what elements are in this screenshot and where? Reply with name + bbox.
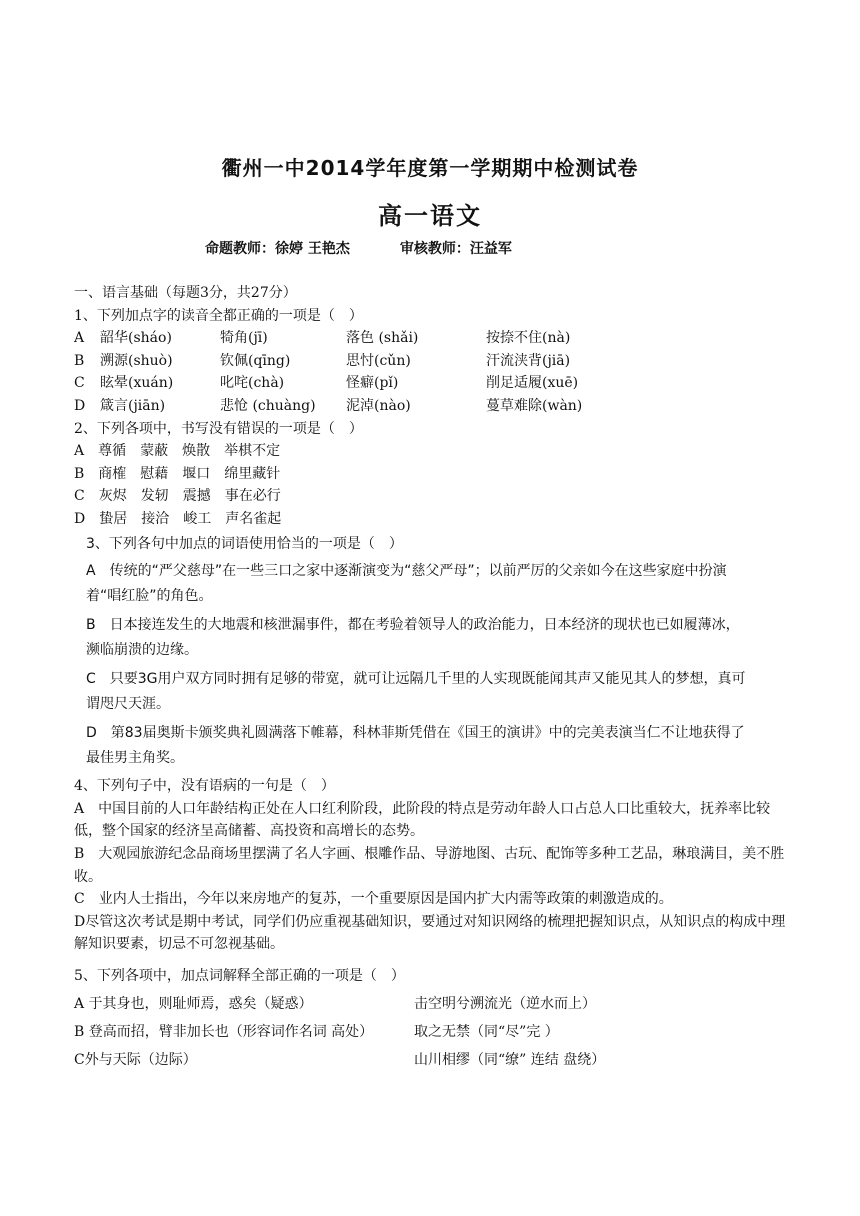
question-3-option-c xyxy=(74,667,794,717)
reviewer-label: 审核教师：汪益军 xyxy=(399,241,512,257)
question-2-option-b: B 商榷 慰藉 堰口 绵里藏针 xyxy=(74,465,281,482)
question-5-option-c xyxy=(74,1046,794,1074)
option-right: 山川相缪（同“缭” 连结 盘绕） xyxy=(414,1051,606,1068)
question-3 xyxy=(74,533,794,772)
option-item: 思忖(cǔn) xyxy=(346,352,411,369)
question-1-option-d xyxy=(74,395,794,418)
question-2-option-d: D 蛰居 接洽 峻工 声名雀起 xyxy=(74,510,282,527)
option-label: B xyxy=(74,352,85,369)
question-4-option-a: A 中国目前的人口年龄结构正处在人口红利阶段，此阶段的特点是劳动年龄人口占总人口比重较大，抚养率比较低，整个国家的经济呈高储蓄、高投资和高增长的态势。 xyxy=(74,800,771,840)
option-line: 濒临崩溃的边缘。 xyxy=(86,642,198,659)
exam-title: 衢州一中2014学年度第一学期期中检测试卷 xyxy=(221,156,639,180)
option-item: 怪癖(pǐ) xyxy=(346,375,399,392)
option-left: B 登高而招，臂非加长也（形容词作名词 高处） xyxy=(74,1023,374,1040)
question-4-option-b: B 大观园旅游纪念品商场里摆满了名人字画、根雕作品、导游地图、古玩、配饰等多种工艺品，琳琅满目，美不胜收。 xyxy=(74,845,785,885)
option-label: C xyxy=(74,375,85,392)
question-4-option-d: D尽管这次考试是期中考试，同学们仍应重视基础知识，要通过对知识网络的梳理把握知识点，从知识点的构成中理解知识要素，切忌不可忽视基础。 xyxy=(74,913,786,953)
question-3-stem: 3、下列各句中加点的词语使用恰当的一项是（ ） xyxy=(86,535,403,552)
option-item: 韶华(sháo) xyxy=(100,330,172,347)
question-4-stem: 4、下列句子中，没有语病的一句是（ ） xyxy=(74,778,335,795)
option-line: B 日本接连发生的大地震和核泄漏事件，都在考验着领导人的政治能力，日本经济的现状也已如履薄冰， xyxy=(86,617,740,634)
question-5-stem: 5、下列各项中，加点词解释全部正确的一项是（ ） xyxy=(74,967,405,984)
question-4-option-c: C 业内人士指出，今年以来房地产的复苏，一个重要原因是国内扩大内需等政策的刺激造成的。 xyxy=(74,891,673,908)
question-1-option-a xyxy=(74,327,794,350)
question-1-option-c xyxy=(74,372,794,395)
staff-line xyxy=(205,238,512,258)
exam-content xyxy=(74,282,794,1074)
option-item: 悲怆 (chuàng) xyxy=(220,397,316,414)
option-right: 击空明兮溯流光（逆水而上） xyxy=(414,995,596,1012)
option-item: 落色 (shǎi) xyxy=(346,330,419,347)
question-1-stem: 1、下列加点字的读音全都正确的一项是（ ） xyxy=(74,307,363,324)
option-item: 溯源(shuò) xyxy=(100,352,173,369)
option-item: 削足适履(xuē) xyxy=(486,375,579,392)
question-3-option-b xyxy=(74,613,794,663)
section-heading: 一、语言基础（每题3分，共27分） xyxy=(74,285,297,301)
exam-subtitle: 高一语文 xyxy=(378,202,482,230)
option-line: D 第83届奥斯卡颁奖典礼圆满落下帷幕，科林菲斯凭借在《国王的演讲》中的完美表演当仁不让地获得了 xyxy=(86,725,745,742)
option-line: 谓咫尺天涯。 xyxy=(86,696,170,713)
option-line: A 传统的“严父慈母”在一些三口之家中逐渐演变为“慈父严母”；以前严厉的父亲如今在这些家庭中扮演 xyxy=(86,563,727,580)
option-item: 犄角(jī) xyxy=(220,330,268,347)
option-line: 最佳男主角奖。 xyxy=(86,750,184,767)
option-item: 按捺不住(nà) xyxy=(486,330,571,347)
option-label: D xyxy=(74,397,86,414)
question-2-stem: 2、下列各项中，书写没有错误的一项是（ ） xyxy=(74,420,363,437)
question-5-option-a xyxy=(74,990,794,1018)
option-item: 眩晕(xuán) xyxy=(100,375,174,392)
option-item: 汗流浃背(jiā) xyxy=(486,352,571,369)
question-3-option-a xyxy=(74,559,794,609)
option-item: 叱咤(chà) xyxy=(220,375,285,392)
question-3-option-d xyxy=(74,721,794,771)
question-5 xyxy=(74,962,794,1074)
question-1-option-b xyxy=(74,350,794,373)
option-label: A xyxy=(74,330,85,347)
question-5-option-b xyxy=(74,1018,794,1046)
option-line: C 只要3G用户双方同时拥有足够的带宽，就可让远隔几千里的人实现既能闻其声又能见其人的梦想，真可 xyxy=(86,671,746,688)
author-label: 命题教师：徐婷 王艳杰 xyxy=(205,241,350,257)
question-4 xyxy=(74,775,794,956)
option-left: C外与天际（边际） xyxy=(74,1051,197,1068)
option-item: 泥淖(nào) xyxy=(346,397,411,414)
option-item: 钦佩(qīng) xyxy=(220,352,291,369)
question-2-option-c: C 灰烬 发轫 震撼 事在必行 xyxy=(74,488,281,505)
question-2-option-a: A 尊循 蒙蔽 焕散 举棋不定 xyxy=(74,443,281,460)
option-line: 着“唱红脸”的角色。 xyxy=(86,588,213,605)
option-item: 箴言(jiān) xyxy=(100,397,166,414)
option-right: 取之无禁（同“尽”完 ） xyxy=(414,1023,559,1040)
option-item: 蔓草难除(wàn) xyxy=(486,397,583,414)
option-left: A 于其身也，则耻师焉，惑矣（疑惑） xyxy=(74,995,313,1012)
